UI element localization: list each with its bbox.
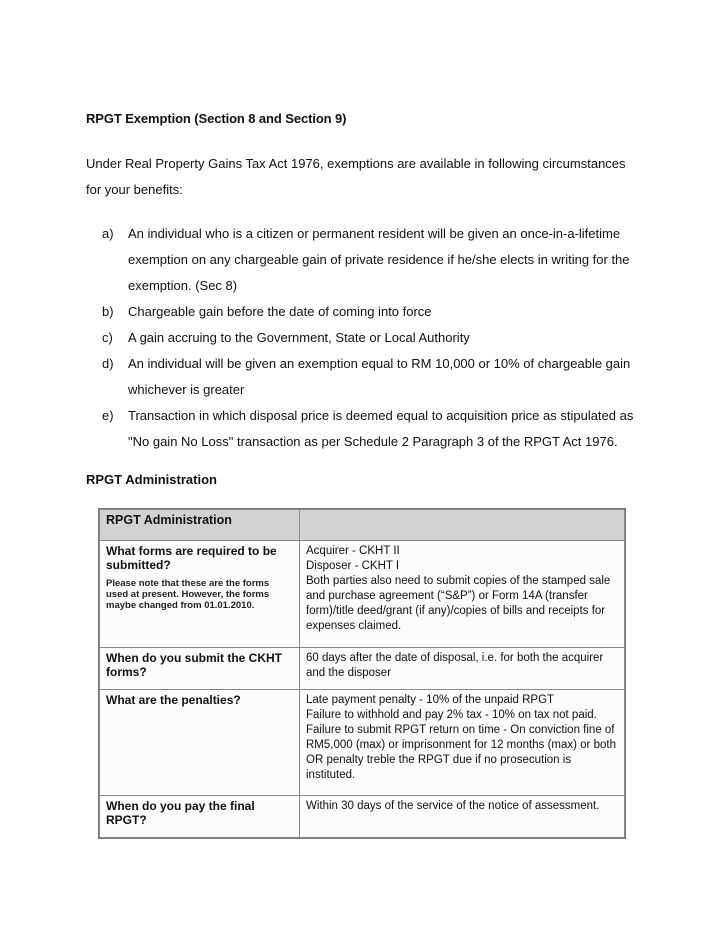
list-label: e): [102, 408, 114, 423]
list-text: Chargeable gain before the date of coming into force: [128, 304, 432, 319]
heading-rpgt-administration: RPGT Administration: [86, 472, 217, 487]
list-label: c): [102, 330, 113, 345]
answer-line: Disposer - CKHT I: [306, 560, 400, 572]
answer-line: Acquirer - CKHT II: [306, 545, 400, 557]
table-row: [100, 541, 625, 648]
answer-cell: [300, 541, 625, 648]
list-text: exemption on any chargeable gain of private residence if he/she elects in writing for the: [128, 252, 630, 267]
answer-line: 60 days after the date of disposal, i.e. for both the acquirer and the disposer: [306, 652, 604, 679]
intro-line-1: Under Real Property Gains Tax Act 1976, exemptions are available in following circumstances: [86, 156, 626, 171]
list-text: An individual who is a citizen or permanent resident will be given an once-in-a-lifetime: [128, 226, 621, 241]
answer-line: Within 30 days of the service of the notice of assessment.: [306, 800, 600, 812]
list-label: b): [102, 304, 114, 319]
question-cell: [100, 648, 300, 690]
list-text: exemption. (Sec 8): [128, 278, 238, 293]
question-note: Please note that these are the forms used at present. However, the forms maybe changed from 01.01.2010.: [106, 578, 270, 611]
answer-line: Failure to withhold and pay 2% tax - 10% on tax not paid.: [306, 709, 597, 721]
list-text: Transaction in which disposal price is deemed equal to acquisition price as stipulated as: [128, 408, 634, 423]
answer-line: Failure to submit RPGT return on time - On conviction fine of RM5,000 (max) or imprisonment for 12 months (max) or both OR penalty treble the RPGT due if no prosecution is instituted.: [306, 724, 616, 781]
list-label: d): [102, 356, 114, 371]
rpgt-administration-table: [98, 508, 626, 839]
table-row: [100, 648, 625, 690]
heading-rpgt-exemption: RPGT Exemption (Section 8 and Section 9): [86, 111, 347, 126]
list-text: whichever is greater: [128, 382, 245, 397]
question-text: When do you submit the CKHT forms?: [106, 651, 282, 679]
question-text: What are the penalties?: [106, 693, 241, 707]
answer-line: Both parties also need to submit copies of the stamped sale and purchase agreement (“S&P”) or Form 14A (transfer form)/title deed/grant (if any)/copies of bills and receipts for expenses claimed.: [306, 575, 611, 632]
table-header-row: [100, 510, 625, 541]
answer-cell: [300, 690, 625, 796]
list-text: An individual will be given an exemption equal to RM 10,000 or 10% of chargeable gain: [128, 356, 631, 371]
question-text: What forms are required to be submitted?: [106, 544, 277, 572]
answer-cell: [300, 796, 625, 838]
table-header-empty-cell: [300, 510, 625, 541]
list-text: A gain accruing to the Government, State or Local Authority: [128, 330, 470, 345]
list-label: a): [102, 226, 114, 241]
answer-line: Late payment penalty - 10% of the unpaid RPGT: [306, 694, 555, 706]
answer-cell: [300, 648, 625, 690]
table-row: [100, 690, 625, 796]
question-cell: [100, 690, 300, 796]
question-cell: [100, 796, 300, 838]
table-row: [100, 796, 625, 838]
list-text: "No gain No Loss" transaction as per Schedule 2 Paragraph 3 of the RPGT Act 1976.: [128, 434, 618, 449]
table-header-cell: RPGT Administration: [100, 510, 300, 541]
question-cell: [100, 541, 300, 648]
question-text: When do you pay the final RPGT?: [106, 799, 255, 827]
intro-line-2: for your benefits:: [86, 182, 183, 197]
